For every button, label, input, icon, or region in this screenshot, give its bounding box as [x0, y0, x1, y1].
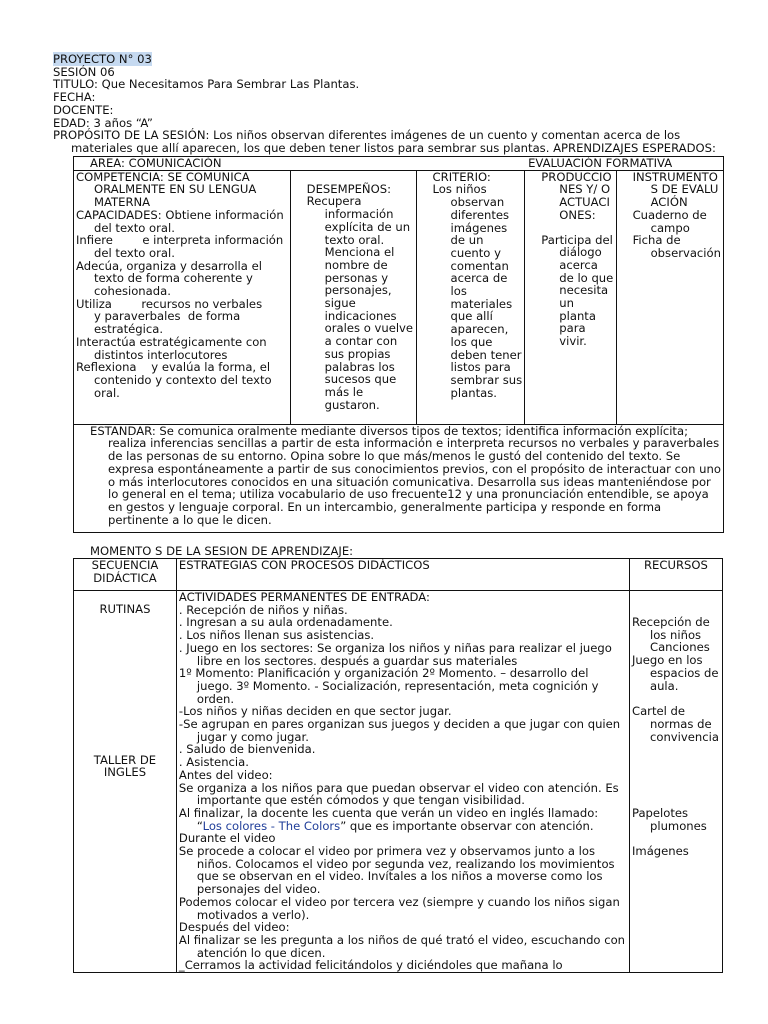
instrumento-2: Ficha de observación	[632, 233, 721, 260]
learning-table	[73, 156, 724, 533]
producciones-cell	[525, 170, 616, 424]
teacher-field: DOCENTE:	[53, 102, 114, 117]
producciones-title: PRODUCCIONES Y/ O ACTUACIONES:	[541, 169, 612, 222]
session-title: TITULO: Que Necesitamos Para Sembrar Las Plantas.	[53, 77, 360, 92]
strategy-line: Se procede a colocar el video por primera vez y observamos junto a los niños. Colocamos el video por segunda vez, realizando los movimientos que se observan en el video. Invítales a los niños a moverse como los personajes del video.	[178, 844, 615, 897]
strategy-line: . Recepción de niños y niñas.	[178, 602, 348, 617]
momentos-title: MOMENTO S DE LA SESION DE APRENDIZAJE:	[90, 544, 354, 558]
criterio-cell	[416, 170, 525, 424]
rutinas-label: RUTINAS	[99, 602, 151, 616]
capacidad-6: Reflexiona y evalúa la forma, el contenido y contexto del texto oral.	[76, 360, 276, 400]
strategy-line: Después del video:	[178, 920, 290, 935]
instrumentos-title: INSTRUMENTOS DE EVALUACIÓN	[632, 169, 719, 210]
capacidad-2: Infiere e interpreta información del texto oral.	[76, 233, 306, 260]
strategy-line: . Los niños llenan sus asistencias.	[178, 628, 375, 643]
estandar-cell: ESTANDAR: Se comunica oralmente mediante diversos tipos de textos; identifica información explícita; realiza inferencias sencillas a partir de esta información e interpreta recursos no verbales y paraverbales de las personas de su entorno. Opina sobre lo que más/menos le gustó del contenido del texto. Se expresa espontáneamente a partir de sus conocimientos previos, con el propósito de interactuar con uno o más interlocutores conocidos en una situación comunicativa. Desarrolla sus ideas manteniéndose por lo general en el tema; utiliza vocabulario de uso frecuente12 y una pronunciación entendible, se apoya en gestos y lenguaje corporal. En un intercambio, generalmente participa y responde en forma pertinente a lo que le dicen.	[74, 424, 724, 533]
capacidad-4: Utiliza recursos no verbales y paraverbales de forma estratégica.	[76, 296, 292, 337]
secuencia-cell	[74, 591, 177, 973]
instrumento-1: Cuaderno de campo	[632, 207, 707, 235]
recurso-item: Imágenes	[631, 843, 689, 858]
recursos-cell	[629, 591, 722, 973]
competencias-cell	[74, 169, 306, 424]
strategy-line: . Ingresan a su aula ordenadamente.	[178, 615, 393, 630]
session-purpose: PROPÓSITO DE LA SESIÓN: Los niños observan diferentes imágenes de un cuento y comentan acerca de los materiales que allí aparecen, los que deben tener listos para sembrar sus plantas. APRENDIZAJES ESPERADOS:	[53, 128, 716, 155]
sequence-table	[73, 558, 723, 973]
estrategias-cell	[176, 591, 629, 973]
recursos-header: RECURSOS	[629, 559, 722, 591]
strategy-line: Al finalizar, la docente les cuenta que verán un video en inglés llamado:	[178, 805, 599, 820]
video-link[interactable]: Los colores - The Colors	[202, 818, 341, 833]
desempenos-text: Recupera información explícita de un texto oral. Menciona el nombre de personas y personajes, sigue indicaciones orales o vuelve a contar con sus propias palabras los sucesos que más le gustaron.	[306, 194, 414, 412]
recurso-item: Papelotes plumones	[631, 806, 707, 834]
producciones-text: Participa del diálogo acerca de lo que necesita un planta para vivir.	[541, 232, 614, 349]
strategy-line: -Los niños y niñas deciden en que sector jugar.	[178, 704, 452, 719]
criterio-text: Los niños observan diferentes imágenes de un cuento y comentan acerca de los materiales que allí aparecen, los que deben tener listos para sembrar sus plantas.	[432, 182, 523, 400]
desempenos-cell	[290, 170, 416, 424]
recurso-item: Recepción de los niños Canciones	[631, 615, 710, 655]
strategy-line: Se organiza a los niños para que puedan observar el video con atención. Es importante que estén cómodos y que tengan visibilidad.	[178, 780, 619, 808]
strategy-line: . Saludo de bienvenida.	[178, 742, 316, 757]
taller-label: TALLER DE INGLES	[93, 752, 157, 780]
secuencia-header: SECUENCIA DIDÁCTICA	[74, 559, 177, 591]
estrategias-header: ESTRATEGIAS CON PROCESOS DIDÁCTICOS	[176, 559, 629, 591]
competencia-text: COMPETENCIA: SE COMUNICA ORALMENTE EN SU LENGUA MATERNA	[76, 169, 257, 210]
strategy-line: . Asistencia.	[178, 755, 249, 770]
capacidad-1: CAPACIDADES: Obtiene información del texto oral.	[76, 207, 284, 235]
instrumentos-cell	[616, 170, 723, 424]
criterio-title: CRITERIO:	[432, 169, 491, 184]
desempenos-title: DESEMPEÑOS:	[306, 181, 391, 196]
strategy-line: 1º Momento: Planificación y organización 2º Momento. – desarrollo del juego. 3º Momento. - Socialización, representación, meta cognición y orden.	[178, 666, 599, 706]
strategy-line: -Se agrupan en pares organizan sus juegos y deciden a que jugar con quien jugar y como jugar.	[178, 717, 621, 744]
project-number: PROYECTO N° 03	[53, 52, 152, 66]
recurso-item: Cartel de normas de convivencia	[631, 704, 719, 744]
session-header	[53, 53, 733, 155]
strategy-line: _Cerramos la actividad felicitándolos y diciéndoles que mañana lo	[178, 958, 563, 973]
age-field: EDAD: 3 años “A”	[53, 115, 153, 130]
evaluation-header: EVALUACIÓN FORMATIVA	[616, 157, 723, 171]
date-field: FECHA:	[53, 90, 96, 105]
strategy-line: Al finalizar se les pregunta a los niños de qué trató el video, escuchando con atención lo que dicen.	[178, 932, 626, 960]
strategy-line: Antes del video:	[178, 767, 273, 782]
capacidad-5: Interactúa estratégicamente con distintos interlocutores	[76, 334, 267, 362]
session-number: SESIÓN 06	[53, 64, 115, 79]
area-cell: AREA: COMUNICACIÓN	[74, 157, 617, 171]
video-title-line: “Los colores - The Colors” que es importante observar con atención.	[196, 818, 594, 833]
strategy-line: Podemos colocar el video por tercera vez (siempre y cuando los niños sigan motivados a verlo).	[178, 894, 620, 922]
strategy-line: . Juego en los sectores: Se organiza los niños y niñas para realizar el juego libre en los sectores. después a guardar sus materiales	[178, 640, 612, 668]
strategy-line: ACTIVIDADES PERMANENTES DE ENTRADA:	[178, 590, 430, 604]
strategy-line: Durante el video	[178, 831, 276, 846]
recurso-item: Juego en los espacios de aula.	[631, 653, 719, 693]
capacidad-3: Adecúa, organiza y desarrolla el texto de forma coherente y cohesionada.	[76, 258, 262, 299]
